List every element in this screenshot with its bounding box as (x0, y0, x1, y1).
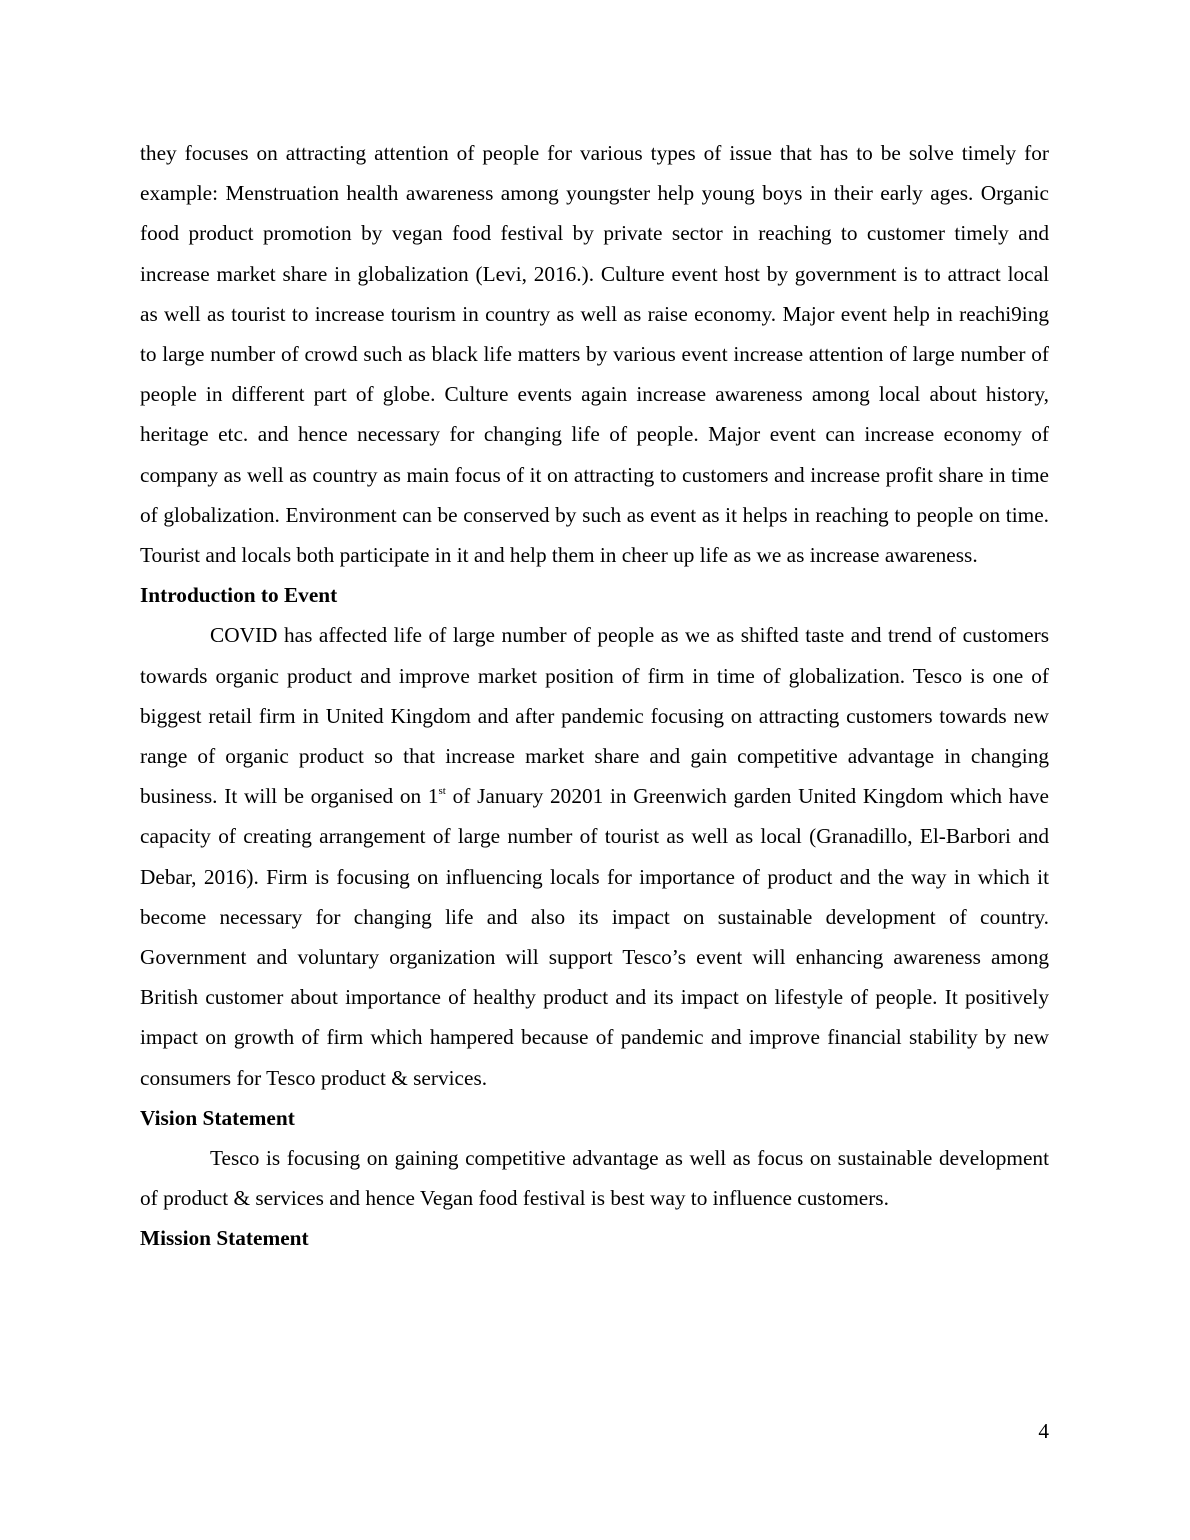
introduction-to-event-text-part2: of January 20201 in Greenwich garden United Kingdom which have capacity of creating arrangement of large number of tourist as well as local (Granadillo, El-Barbori and Debar, 2016). Firm is focusing on influencing locals for importance of product and the way in which it become necessary for changing life and also its impact on sustainable development of country. Government and voluntary organization will support Tesco’s event will enhancing awareness among British customer about importance of healthy product and its impact on lifestyle of people. It positively impact on growth of firm which hampered because of pandemic and improve financial stability by new consumers for Tesco product & services. (140, 784, 1050, 1090)
ordinal-superscript: st (438, 785, 446, 798)
intro-paragraph: they focuses on attracting attention of people for various types of issue that has to be solve timely for example: Menstruation health awareness among youngster help young boys in their early ages. Organic food product promotion by vegan food festival by private sector in reaching to customer timely and increase market share in globalization (Levi, 2016.). Culture event host by government is to attract local as well as tourist to increase tourism in country as well as raise economy. Major event help in reachi9ing to large number of crowd such as black life matters by various event increase attention of large number of people in different part of globe. Culture events again increase awareness among local about history, heritage etc. and hence necessary for changing life of people. Major event can increase economy of company as well as country as main focus of it on attracting to customers and increase profit share in time of globalization. Environment can be conserved by such as event as it helps in reaching to people on time. Tourist and locals both participate in it and help them in cheer up life as we as increase awareness. (140, 141, 1049, 568)
introduction-to-event-text-part1: COVID has affected life of large number of people as we as shifted taste and trend of customers towards organic product and improve market position of firm in time of globalization. Tesco is one of biggest retail firm in United Kingdom and after pandemic focusing on attracting customers towards new range of organic product so that increase market share and gain competitive advantage in changing business. It will be organised on 1 (140, 623, 1049, 809)
vision-statement-heading: Vision Statement (140, 1105, 295, 1130)
mission-statement-heading: Mission Statement (140, 1226, 309, 1251)
introduction-to-event-heading: Introduction to Event (140, 583, 338, 608)
page-number: 4 (1038, 1419, 1049, 1443)
vision-statement-paragraph: Tesco is focusing on gaining competitive advantage as well as focus on sustainable development of product & services and hence Vegan food festival is best way to influence customers. (140, 1146, 1049, 1211)
introduction-to-event-paragraph (140, 615, 1049, 1097)
document-page (140, 133, 1049, 1259)
